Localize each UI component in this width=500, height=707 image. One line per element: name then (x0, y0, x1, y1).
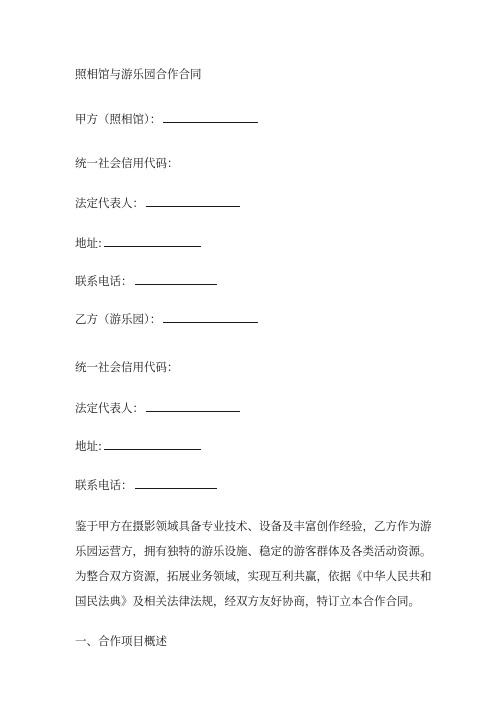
party-b-name-row (75, 310, 258, 327)
party-a-address-blank (104, 234, 201, 247)
party-b-phone-label: 联系电话： (75, 478, 133, 492)
party-a-rep-blank (146, 194, 240, 207)
party-b-rep-label: 法定代表人： (75, 401, 144, 415)
party-a-credit-code-row (75, 155, 179, 171)
party-a-phone-blank (135, 272, 217, 285)
contract-title: 照相馆与游乐园合作合同 (75, 67, 202, 81)
party-a-rep-label: 法定代表人： (75, 196, 144, 210)
party-b-rep-blank (146, 399, 240, 412)
party-a-rep-row (75, 194, 240, 211)
party-a-address-row (75, 234, 201, 251)
party-b-phone-row (75, 476, 217, 493)
party-b-credit-code-label: 统一社会信用代码： (75, 360, 179, 374)
party-b-credit-code-row (75, 359, 179, 375)
party-a-phone-label: 联系电话： (75, 274, 133, 288)
party-b-name-blank (163, 310, 258, 323)
preamble-line: 乐园运营方，拥有独特的游乐设施、稳定的游客群体及各类活动资源。 (75, 544, 432, 558)
party-b-address-label: 地址: (75, 439, 102, 453)
party-b-rep-row (75, 399, 240, 416)
party-a-phone-row (75, 272, 217, 289)
preamble-line: 鉴于甲方在摄影领域具备专业技术、设备及丰富创作经验，乙方作为游 (75, 519, 432, 533)
section-1-heading: 一、合作项目概述 (75, 634, 167, 648)
preamble-line: 国民法典》及相关法律法规，经双方友好协商，特订立本合作合同。 (75, 594, 420, 608)
party-b-phone-blank (135, 476, 217, 489)
party-b-address-row (75, 437, 201, 454)
party-a-name-label: 甲方（照相馆）： (75, 112, 162, 126)
party-a-credit-code-label: 统一社会信用代码： (75, 156, 179, 170)
party-a-name-blank (163, 110, 258, 123)
party-a-address-label: 地址: (75, 236, 102, 250)
preamble-paragraph (75, 514, 432, 614)
party-b-name-label: 乙方（游乐园）： (75, 312, 162, 326)
preamble-line: 为整合双方资源，拓展业务领域，实现互利共赢，依据《中华人民共和 (75, 569, 432, 583)
party-b-address-blank (104, 437, 201, 450)
party-a-name-row (75, 110, 258, 127)
